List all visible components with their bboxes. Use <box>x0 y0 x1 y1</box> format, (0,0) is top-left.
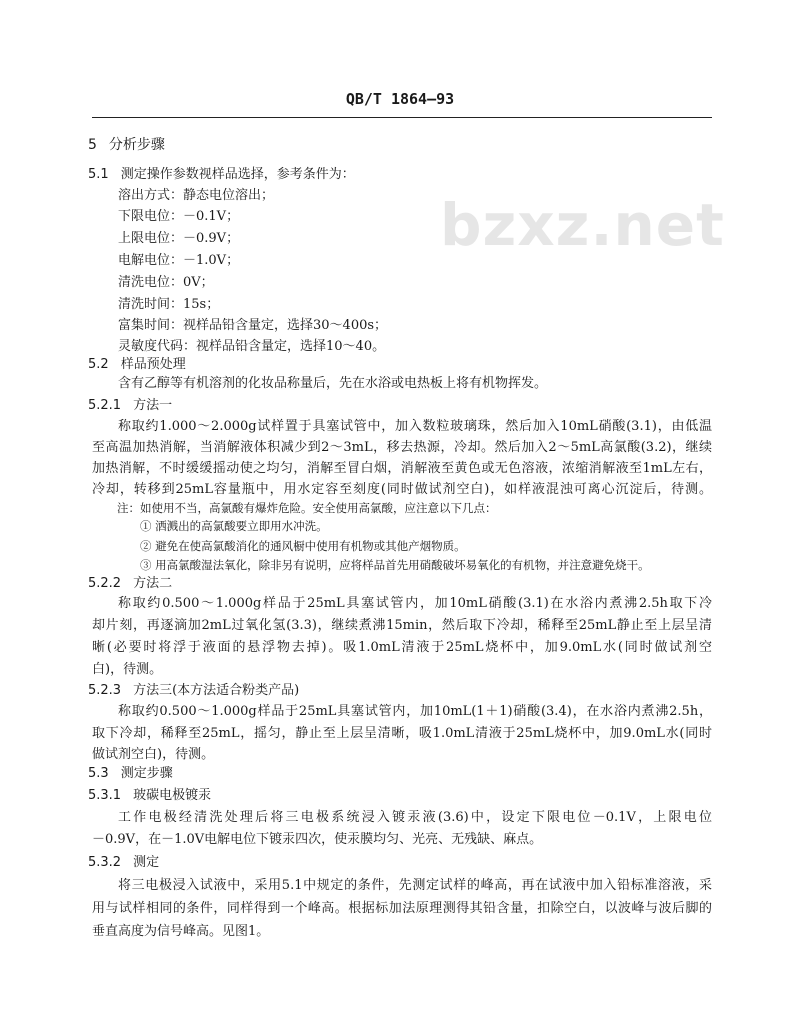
paragraph-line: 取下冷却，稀释至25mL，摇匀，静止至上层呈清晰，吸1.0mL清液于25mL烧杯中，加9.0mL水(同时 <box>92 726 712 741</box>
param-item: 电解电位：－1.0V； <box>118 253 240 268</box>
section-number: 5.3.1 <box>88 788 122 803</box>
paragraph-line: 称取约0.500～1.000g样品于25mL具塞试管内，加10mL硝酸(3.1)在水浴内煮沸2.5h取下冷 <box>118 596 712 611</box>
paragraph-line: 晰(必要时将浮于液面的悬浮物去掉)。吸1.0mL清液于25mL烧杯中，加9.0mL水(同时做试剂空 <box>92 640 712 655</box>
param-item: 溶出方式：静态电位溶出； <box>118 188 275 203</box>
section-5-3-heading <box>88 766 173 782</box>
section-number: 5.2.3 <box>88 683 122 698</box>
note-item: ③ 用高氯酸湿法氧化，除非另有说明，应将样品首先用硝酸破坏易氧化的有机物，并注意避免烧干。 <box>140 558 650 572</box>
watermark: bzxz.net <box>440 191 725 259</box>
paragraph-line: 工作电极经清洗处理后将三电极系统浸入镀汞液(3.6)中，设定下限电位－0.1V，上限电位 <box>118 810 712 825</box>
section-5-2-heading <box>88 357 186 373</box>
section-5-heading <box>88 137 165 153</box>
paragraph-line: 加热消解，不时缓缓摇动使之均匀，消解至冒白烟，消解液至黄色或无色溶液，浓缩消解液至1mL左右， <box>92 461 712 476</box>
section-number: 5.3 <box>88 766 109 781</box>
paragraph-line: 称取约0.500～1.000g样品于25mL具塞试管内，加10mL(1＋1)硝酸(3.4)，在水浴内煮沸2.5h， <box>118 704 712 719</box>
paragraph-line: 却片刻，再逐滴加2mL过氧化氢(3.3)，继续煮沸15min，然后取下冷却，稀释至25mL静止至上层呈清 <box>92 618 712 633</box>
note-line: 注：如使用不当，高氯酸有爆炸危险。安全使用高氯酸，应注意以下几点： <box>117 501 497 515</box>
section-title: 测定操作参数视样品选择，参考条件为： <box>120 167 355 182</box>
section-5-3-1-heading <box>88 788 211 804</box>
param-item: 下限电位：－0.1V； <box>118 209 240 224</box>
section-5-2-3-heading <box>88 683 299 699</box>
paragraph-line: 冷却，转移到25mL容量瓶中，用水定容至刻度(同时做试剂空白)，如样液混浊可离心沉淀后，待测。 <box>92 482 712 497</box>
section-number: 5.2 <box>88 357 109 372</box>
param-item: 清洗电位：0V； <box>118 275 214 290</box>
standard-code-header: QB/T 1864—93 <box>345 90 455 108</box>
paragraph-line: 至高温加热消解，当消解液体积减少到2～3mL，移去热源，冷却。然后加入2～5mL高氯酸(3.2)，继续 <box>92 440 712 455</box>
section-title: 样品预处理 <box>120 357 186 372</box>
paragraph-line: 将三电极浸入试液中，采用5.1中规定的条件，先测定试样的峰高，再在试液中加入铅标准溶液，采 <box>118 878 712 893</box>
paragraph-line: 垂直高度为信号峰高。见图1。 <box>92 924 270 939</box>
section-number: 5.2.2 <box>88 576 122 591</box>
section-title: 方法三(本方法适合粉类产品) <box>133 683 300 698</box>
header-rule <box>92 117 712 118</box>
section-title: 方法二 <box>133 576 173 591</box>
section-number: 5 <box>88 137 97 153</box>
note-item: ② 避免在使高氯酸消化的通风橱中使用有机物或其他产烟物质。 <box>140 539 466 553</box>
section-title: 玻碳电极镀汞 <box>133 788 212 803</box>
paragraph-line: 用与试样相同的条件，同样得到一个峰高。根据标加法原理测得其铅含量，扣除空白，以波峰与波后脚的 <box>92 901 712 916</box>
paragraph-line: 白)，待测。 <box>92 662 163 677</box>
paragraph-line: 做试剂空白)，待测。 <box>92 747 215 762</box>
paragraph-line: 称取约1.000～2.000g试样置于具塞试管中，加入数粒玻璃珠，然后加入10mL硝酸(3.1)，由低温 <box>118 419 712 434</box>
paragraph-line: －0.9V，在－1.0V电解电位下镀汞四次，使汞膜均匀、光亮、无残缺、麻点。 <box>92 832 543 847</box>
section-5-3-2-heading <box>88 855 159 871</box>
section-number: 5.3.2 <box>88 855 122 870</box>
note-item: ① 洒溅出的高氯酸要立即用水冲洗。 <box>140 519 328 533</box>
paragraph-line: 含有乙醇等有机溶剂的化妆品称量后，先在水浴或电热板上将有机物挥发。 <box>118 376 548 391</box>
section-title: 测定 <box>133 855 160 870</box>
section-title: 方法一 <box>133 398 173 413</box>
section-number: 5.2.1 <box>88 398 122 413</box>
section-5-2-1-heading <box>88 398 172 414</box>
section-title: 测定步骤 <box>120 766 173 781</box>
param-item: 清洗时间：15s； <box>118 297 220 312</box>
param-item: 富集时间：视样品铅含量定，选择30～400s； <box>118 318 388 333</box>
section-number: 5.1 <box>88 167 109 182</box>
section-5-2-2-heading <box>88 576 172 592</box>
param-item: 灵敏度代码：视样品铅含量定，选择10～40。 <box>118 339 386 354</box>
param-item: 上限电位：－0.9V； <box>118 231 240 246</box>
section-5-1-heading <box>88 167 355 183</box>
section-title: 分析步骤 <box>108 137 165 153</box>
